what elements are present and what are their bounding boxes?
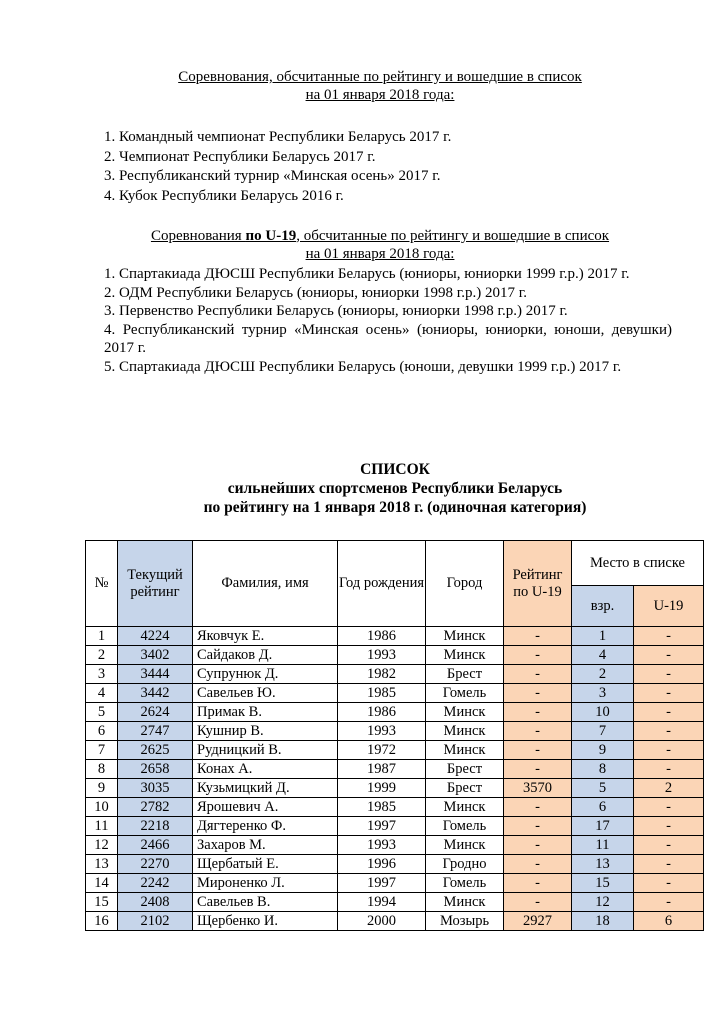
cell-place-u19: 6 <box>634 912 704 931</box>
cell-num: 12 <box>86 836 118 855</box>
cell-rating: 2242 <box>118 874 193 893</box>
table-row <box>86 703 704 722</box>
cell-rating: 3442 <box>118 684 193 703</box>
header-rating: Текущий рейтинг <box>118 541 193 627</box>
header-place: Место в списке <box>572 541 704 586</box>
section2-list <box>104 265 672 376</box>
cell-rating-u19: - <box>504 855 572 874</box>
cell-rating-u19: - <box>504 684 572 703</box>
section2-heading <box>100 227 660 263</box>
cell-year: 1986 <box>338 627 426 646</box>
cell-num: 14 <box>86 874 118 893</box>
cell-rating-u19: - <box>504 722 572 741</box>
cell-rating: 2624 <box>118 703 193 722</box>
cell-year: 1987 <box>338 760 426 779</box>
cell-place-u19: - <box>634 665 704 684</box>
cell-rating: 3444 <box>118 665 193 684</box>
table-row <box>86 627 704 646</box>
list-title-line1: СПИСОК <box>360 461 430 478</box>
cell-place-u19: - <box>634 874 704 893</box>
list-item: 4. Республиканский турнир «Минская осень» (юниоры, юниорки, юноши, девушки) 2017 г. <box>104 321 672 356</box>
cell-place-adult: 13 <box>572 855 634 874</box>
cell-rating-u19: - <box>504 646 572 665</box>
header-year: Год рождения <box>338 541 426 627</box>
cell-rating-u19: - <box>504 665 572 684</box>
cell-rating-u19: - <box>504 741 572 760</box>
cell-name: Ярошевич А. <box>193 798 338 817</box>
cell-city: Гомель <box>426 817 504 836</box>
cell-name: Супрунюк Д. <box>193 665 338 684</box>
list-item: 1. Спартакиада ДЮСШ Республики Беларусь (юниоры, юниорки 1999 г.р.) 2017 г. <box>104 266 630 282</box>
table-row <box>86 912 704 931</box>
cell-num: 15 <box>86 893 118 912</box>
cell-city: Минск <box>426 893 504 912</box>
cell-place-adult: 15 <box>572 874 634 893</box>
cell-name: Конах А. <box>193 760 338 779</box>
cell-num: 8 <box>86 760 118 779</box>
cell-city: Минск <box>426 627 504 646</box>
cell-place-u19: - <box>634 760 704 779</box>
cell-place-adult: 2 <box>572 665 634 684</box>
cell-year: 1985 <box>338 798 426 817</box>
cell-name: Яковчук Е. <box>193 627 338 646</box>
header-rating-u19: Рейтинг по U-19 <box>504 541 572 627</box>
cell-num: 7 <box>86 741 118 760</box>
cell-rating-u19: - <box>504 893 572 912</box>
list-item: 5. Спартакиада ДЮСШ Республики Беларусь (юноши, девушки 1999 г.р.) 2017 г. <box>104 358 622 375</box>
table-body <box>86 627 704 931</box>
list-item: 3. Первенство Республики Беларусь (юниоры, юниорки 1998 г.р.) 2017 г. <box>104 303 568 319</box>
cell-num: 10 <box>86 798 118 817</box>
list-item: 3. Республиканский турнир «Минская осень» 2017 г. <box>104 168 441 184</box>
cell-year: 1972 <box>338 741 426 760</box>
cell-year: 2000 <box>338 912 426 931</box>
cell-name: Захаров М. <box>193 836 338 855</box>
section2-heading-post: , обсчитанные по рейтингу и вошедшие в список <box>296 228 610 244</box>
cell-place-adult: 1 <box>572 627 634 646</box>
cell-city: Брест <box>426 665 504 684</box>
cell-place-u19: - <box>634 741 704 760</box>
cell-rating-u19: - <box>504 627 572 646</box>
cell-city: Мозырь <box>426 912 504 931</box>
cell-place-adult: 18 <box>572 912 634 931</box>
header-num: № <box>86 541 118 627</box>
section2-heading-bold: по U-19 <box>245 228 297 244</box>
cell-place-u19: - <box>634 703 704 722</box>
list-title-line2: сильнейших спортсменов Республики Беларусь <box>227 480 563 497</box>
table-row <box>86 779 704 798</box>
cell-rating: 2658 <box>118 760 193 779</box>
table-row <box>86 665 704 684</box>
header-place-adult: взр. <box>572 586 634 627</box>
header-city: Город <box>426 541 504 627</box>
cell-rating-u19: 3570 <box>504 779 572 798</box>
cell-city: Минск <box>426 798 504 817</box>
cell-rating-u19: - <box>504 760 572 779</box>
cell-rating: 2747 <box>118 722 193 741</box>
list-item: 2. Чемпионат Республики Беларусь 2017 г. <box>104 148 376 165</box>
cell-place-u19: - <box>634 855 704 874</box>
cell-rating: 2466 <box>118 836 193 855</box>
section2-heading-line2: на 01 января 2018 года: <box>305 246 455 262</box>
table-row <box>86 741 704 760</box>
list-item: 1. Командный чемпионат Республики Беларусь 2017 г. <box>104 129 452 145</box>
cell-year: 1994 <box>338 893 426 912</box>
cell-rating-u19: - <box>504 836 572 855</box>
cell-place-u19: - <box>634 684 704 703</box>
cell-name: Примак В. <box>193 703 338 722</box>
cell-year: 1993 <box>338 646 426 665</box>
cell-city: Минск <box>426 836 504 855</box>
cell-city: Гомель <box>426 874 504 893</box>
table-row <box>86 893 704 912</box>
section1-heading <box>100 68 660 104</box>
cell-place-u19: - <box>634 798 704 817</box>
cell-name: Сайдаков Д. <box>193 646 338 665</box>
list-title <box>100 460 690 517</box>
cell-num: 4 <box>86 684 118 703</box>
cell-num: 13 <box>86 855 118 874</box>
cell-place-adult: 7 <box>572 722 634 741</box>
cell-place-u19: - <box>634 817 704 836</box>
cell-rating-u19: - <box>504 798 572 817</box>
cell-place-adult: 6 <box>572 798 634 817</box>
cell-city: Минск <box>426 722 504 741</box>
cell-num: 2 <box>86 646 118 665</box>
cell-rating: 2218 <box>118 817 193 836</box>
cell-num: 1 <box>86 627 118 646</box>
cell-name: Щербенко И. <box>193 912 338 931</box>
cell-year: 1986 <box>338 703 426 722</box>
cell-place-adult: 12 <box>572 893 634 912</box>
cell-rating: 2782 <box>118 798 193 817</box>
cell-year: 1999 <box>338 779 426 798</box>
cell-name: Савельев В. <box>193 893 338 912</box>
cell-place-u19: - <box>634 627 704 646</box>
cell-name: Рудницкий В. <box>193 741 338 760</box>
section2-heading-pre: Соревнования <box>150 228 246 244</box>
cell-rating: 4224 <box>118 627 193 646</box>
cell-rating-u19: - <box>504 817 572 836</box>
section1-heading-line1: Соревнования, обсчитанные по рейтингу и вошедшие в список <box>178 69 582 85</box>
cell-city: Гомель <box>426 684 504 703</box>
cell-year: 1982 <box>338 665 426 684</box>
section1-heading-line2: на 01 января 2018 года: <box>305 87 455 103</box>
table-row <box>86 874 704 893</box>
rating-table <box>85 540 704 931</box>
cell-year: 1996 <box>338 855 426 874</box>
cell-place-adult: 17 <box>572 817 634 836</box>
cell-rating: 2270 <box>118 855 193 874</box>
cell-name: Кузьмицкий Д. <box>193 779 338 798</box>
cell-year: 1997 <box>338 874 426 893</box>
cell-place-adult: 3 <box>572 684 634 703</box>
cell-num: 3 <box>86 665 118 684</box>
list-item: 4. Кубок Республики Беларусь 2016 г. <box>104 187 344 204</box>
section2-heading-line1 <box>100 227 660 245</box>
cell-rating: 2102 <box>118 912 193 931</box>
cell-place-u19: 2 <box>634 779 704 798</box>
cell-num: 11 <box>86 817 118 836</box>
cell-place-u19: - <box>634 646 704 665</box>
cell-rating-u19: - <box>504 874 572 893</box>
cell-year: 1985 <box>338 684 426 703</box>
cell-place-u19: - <box>634 722 704 741</box>
cell-rating: 2625 <box>118 741 193 760</box>
cell-city: Минск <box>426 741 504 760</box>
cell-place-adult: 10 <box>572 703 634 722</box>
cell-rating: 3402 <box>118 646 193 665</box>
cell-rating-u19: 2927 <box>504 912 572 931</box>
cell-name: Кушнир В. <box>193 722 338 741</box>
cell-city: Минск <box>426 646 504 665</box>
cell-num: 9 <box>86 779 118 798</box>
cell-name: Мироненко Л. <box>193 874 338 893</box>
cell-num: 6 <box>86 722 118 741</box>
section1-list <box>104 128 664 206</box>
table-row <box>86 855 704 874</box>
header-name: Фамилия, имя <box>193 541 338 627</box>
cell-place-adult: 9 <box>572 741 634 760</box>
cell-rating: 3035 <box>118 779 193 798</box>
cell-city: Брест <box>426 779 504 798</box>
table-row <box>86 722 704 741</box>
table-row <box>86 684 704 703</box>
cell-city: Брест <box>426 760 504 779</box>
cell-year: 1993 <box>338 836 426 855</box>
cell-year: 1993 <box>338 722 426 741</box>
cell-place-u19: - <box>634 836 704 855</box>
table-row <box>86 646 704 665</box>
cell-rating-u19: - <box>504 703 572 722</box>
cell-city: Гродно <box>426 855 504 874</box>
table-row <box>86 836 704 855</box>
cell-num: 5 <box>86 703 118 722</box>
cell-rating: 2408 <box>118 893 193 912</box>
cell-name: Савельев Ю. <box>193 684 338 703</box>
cell-city: Минск <box>426 703 504 722</box>
cell-place-adult: 4 <box>572 646 634 665</box>
list-item: 2. ОДМ Республики Беларусь (юниоры, юниорки 1998 г.р.) 2017 г. <box>104 284 527 301</box>
cell-place-u19: - <box>634 893 704 912</box>
table-row <box>86 798 704 817</box>
cell-place-adult: 11 <box>572 836 634 855</box>
table-row <box>86 817 704 836</box>
table-row <box>86 760 704 779</box>
cell-place-adult: 5 <box>572 779 634 798</box>
cell-year: 1997 <box>338 817 426 836</box>
cell-place-adult: 8 <box>572 760 634 779</box>
list-title-line3: по рейтингу на 1 января 2018 г. (одиночная категория) <box>203 499 587 516</box>
cell-name: Щербатый Е. <box>193 855 338 874</box>
header-place-u19: U-19 <box>634 586 704 627</box>
cell-num: 16 <box>86 912 118 931</box>
cell-name: Дягтеренко Ф. <box>193 817 338 836</box>
